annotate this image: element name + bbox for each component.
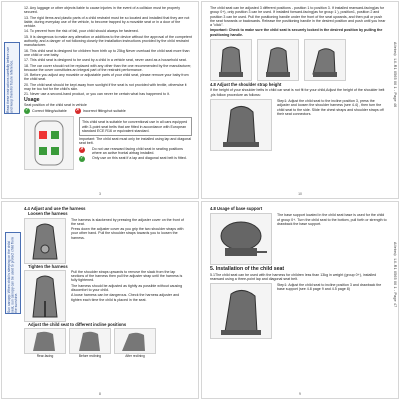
safety-note-17: 17. This child seat is designed to be used by a child in a vehicle seat, never used as a household seat. bbox=[24, 58, 187, 63]
safety-note-12: 12. Any luggage or other objects liable to cause injuries in the event of a collision must be properly secured. bbox=[24, 6, 181, 15]
incline-before bbox=[69, 328, 111, 358]
loosen-text-1: The harness is slackened by pressing the adjuster cover on the front of the seat. bbox=[71, 217, 184, 226]
usage-heading: Usage bbox=[24, 96, 40, 103]
check-icon: ✓ bbox=[24, 108, 30, 114]
manual-page-3 bbox=[2, 2, 198, 198]
child-seat-side-icon bbox=[211, 284, 271, 338]
child-seat-icon bbox=[211, 40, 251, 80]
safety-note-20: 20. The child seat should be kept away from sunlight if the seat is not provided with textile, otherwise it may be too hot for the child's skin. bbox=[24, 82, 187, 92]
car-topview-icon bbox=[25, 117, 73, 169]
tighten-text-2: The harness should be adjusted as tightly as possible without causing discomfort to your child. bbox=[71, 283, 183, 293]
instruction-notice-box bbox=[4, 42, 20, 114]
safety-note-18: 18. The car cover should not be replaced with any other than the one recommended by the manufacturer, because the cover constitutes an integral part of the restraint performance. bbox=[24, 63, 192, 72]
safety-note-13: 13. The rigid items and plastic parts of a child restraint must be so located and installed that they are not liable, during everyday use of the vehicle, to become trapped by a movable seat or in a door of the vehicle. bbox=[24, 15, 190, 29]
child-seat-icon bbox=[25, 329, 65, 353]
incline-caption: Before reclining bbox=[78, 354, 102, 359]
base-support-text: The base support located in the child seat base is used for the child of group 0+. Turn the child seat to the bottom, pull forth or strength to drawback the base support. bbox=[277, 213, 387, 226]
safety-note-19: 19. Before you adjust any movable or adjustable parts of your child seat, please remove your baby from the child seat. bbox=[24, 73, 189, 82]
sun-canopy-text: Sun canopy: When child is sleeping on the child seat, sun canopy can be used to protect child from the sunshine. bbox=[7, 237, 19, 313]
safety-note-14: 14. To prevent from the risk of fall, your child should always be fastened. bbox=[24, 29, 139, 34]
vehicle-seat-positions-diagram bbox=[24, 116, 74, 170]
document-id-label: Ailebe® LX-R1 0565 00 1 - Page 46 bbox=[393, 42, 397, 108]
seat-position-3-image bbox=[304, 39, 346, 81]
incline-caption: Rear-facing bbox=[36, 354, 54, 359]
sun-canopy-box bbox=[5, 232, 21, 314]
loosen-harness-image bbox=[24, 218, 66, 264]
loosen-text-2: Press down the adjuster cover as you grip the two shoulder straps with your other hand. Pull the shoulder straps towards you to loosen the harness. bbox=[71, 227, 184, 240]
tighten-harness-image bbox=[24, 270, 66, 322]
base-support-icon bbox=[211, 214, 271, 264]
airbag-warning-text: Do not use rearward facing child seat in seating positions where an active frontal airbag installed. bbox=[92, 146, 183, 156]
base-support-heading: 4.8 Usage of base support bbox=[210, 206, 263, 211]
child-seat-icon bbox=[258, 40, 298, 80]
belt-ok-text: Only use on this seat if a lap and diagonal seat belt is fitted. bbox=[92, 156, 187, 161]
safety-note-16: 16. This child seat is designed for children from birth up to 25kg Never overload the child seat more than one child or one baby. bbox=[24, 48, 190, 57]
loosen-heading: Loosen the harness bbox=[28, 211, 68, 217]
tighten-text-1: Pull the shoulder straps upwards to remove the slack from the lap sections of the harness then pull the adjuster strap until the harness is fully tightened. bbox=[71, 269, 183, 283]
position-important-text: Important: Check to make sure the child seat is securely locked in the desired position by pulling the positioning handle. bbox=[210, 28, 383, 37]
base-support-image bbox=[210, 213, 272, 265]
page-number: 10 bbox=[298, 192, 302, 196]
manual-page-10 bbox=[202, 2, 398, 198]
tighten-text-3: A loose harness can be dangerous. Check the harness adjuster and tighten each time the child is placed in the seat. bbox=[71, 293, 180, 302]
harness-pull-icon bbox=[25, 271, 65, 321]
installation-heading: 5. Installation of the child seat bbox=[210, 266, 285, 273]
shoulder-strap-image bbox=[210, 99, 272, 151]
child-seat-side-icon bbox=[211, 100, 271, 150]
belt-ok-icon: ✓ bbox=[79, 156, 85, 162]
incline-after bbox=[114, 328, 156, 358]
page-number: 8 bbox=[99, 392, 101, 396]
installation-step1-text: Step1: Adjust the child seat to incline position 3 and drawback the base support (see 4.8 page 9 and 4.5 page 8) bbox=[277, 283, 382, 292]
seat-position-label: Seat position of the child seat in vehicle bbox=[24, 102, 87, 107]
shoulder-strap-heading: 4.8 Adjust the shoulder strap height bbox=[210, 82, 282, 88]
lap-diagonal-note: Important: The child seat must only be installed using lap and diagonal seat belt. bbox=[79, 137, 192, 146]
incline-rear-facing bbox=[24, 328, 66, 358]
child-seat-icon bbox=[115, 329, 155, 353]
manual-page-9 bbox=[202, 202, 398, 398]
installation-step1-image bbox=[210, 283, 272, 339]
shoulder-strap-step1: Step1: Adjust the child seat to the incline position 3, press the adjuster and loosen the shoulder harness (see 4.4) , then turn the child seat to the side. Slide the chest straps and shoulder straps off their seat connectors. bbox=[277, 98, 384, 116]
harness-heading: 4.4 Adjust and use the harness bbox=[24, 206, 86, 211]
manual-page-8 bbox=[2, 202, 198, 398]
document-id-label: Ailebe® LX-R1 0565 00 1 - Page 47 bbox=[393, 242, 397, 308]
page-number: 9 bbox=[299, 392, 301, 396]
shoulder-strap-text: If the height of your shoulder belts in child car seat is not fit for your child,Adjust the height of the shoulder belt ,pls follow procedure as follows: bbox=[210, 88, 385, 97]
conventional-use-note: This child seat is suitable for conventional use in all cars equipped with 3-point seat belts that are fitted in accordance with European standard ECE R16 or equivalent standard. bbox=[79, 117, 192, 136]
incline-heading: Adjust the child seat to different incline positions bbox=[28, 321, 127, 327]
correct-fitting-label: Correct fitting/suitable bbox=[32, 109, 67, 114]
seat-position-2-image bbox=[257, 39, 299, 81]
cross-icon: ✗ bbox=[75, 108, 80, 114]
incline-image bbox=[69, 328, 111, 354]
safety-note-21: 21. Never use a second-hand product, or you can never be certain what has happened to it. bbox=[24, 92, 170, 97]
child-seat-icon bbox=[70, 329, 110, 353]
hand-adjuster-icon bbox=[25, 219, 65, 263]
incorrect-fitting-legend bbox=[75, 108, 126, 114]
position-adjust-text: The child seat can be adjusted 3 different positions - position 1 to position 3. If installed rearward-facing(as for group 0+), only position 3 can be used. If installed forward-facing(as for group 1 ), position1, position 2 and position 3 can be used. Pull the positioning handle under the front of the seat upwards, and then pull or push the seat forwards or backwards. Release the positioning handle in the desired position and push until you hear a "click". bbox=[210, 6, 386, 28]
airbag-warning-icon: ✗ bbox=[79, 146, 85, 152]
seat-position-1-image bbox=[210, 39, 252, 81]
tighten-heading: Tighten the harness bbox=[28, 263, 68, 269]
incline-image bbox=[24, 328, 66, 354]
incline-caption: After reclining bbox=[125, 354, 145, 359]
installation-text: 5.1The child seat can be used with the harness for children less than 13kg in weight (group 0+), installed rearward using a three-point lap and diagonal seat belt. bbox=[210, 272, 377, 281]
child-seat-icon bbox=[305, 40, 345, 80]
correct-fitting-legend bbox=[24, 108, 67, 114]
safety-note-15: 15. It is dangerous to make any alteration or additions to the device without the approval of the competent authority, and a danger of not following closely the installation instructions provided by the child restraint manufacturer. bbox=[24, 34, 192, 48]
instruction-notice-text: Read these instructions carefully before use and keep them for future reference. bbox=[6, 47, 14, 113]
incorrect-fitting-label: Incorrect fitting/not suitable bbox=[82, 109, 126, 114]
page-number: 3 bbox=[99, 192, 101, 196]
incline-image bbox=[114, 328, 156, 354]
